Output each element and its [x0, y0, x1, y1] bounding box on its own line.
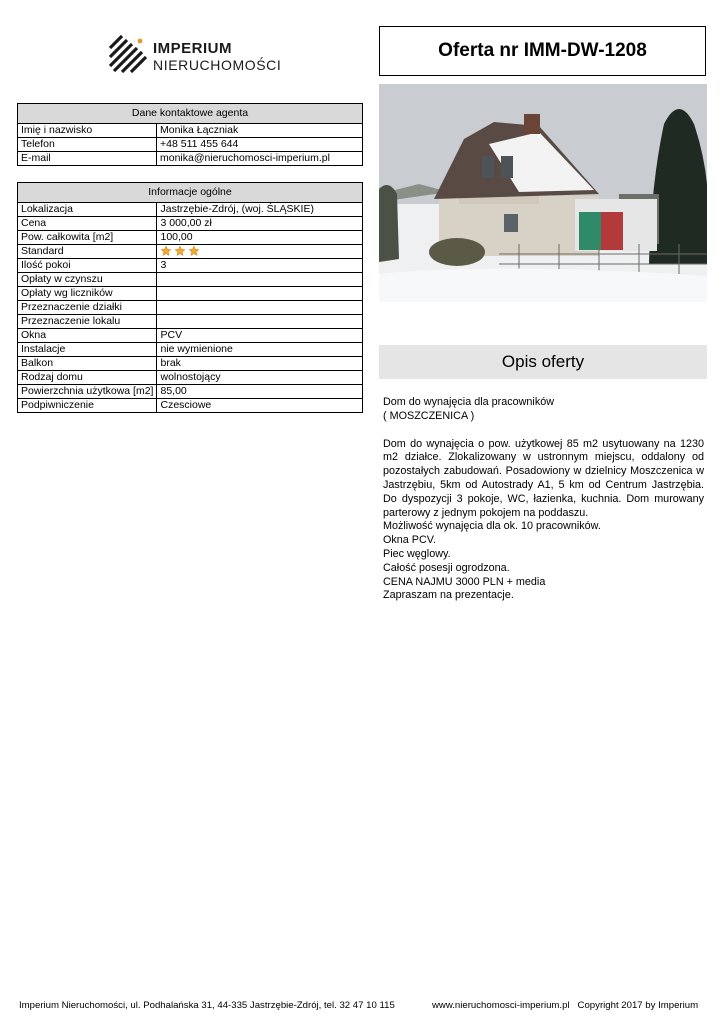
row-label: Przeznaczenie działki	[18, 301, 157, 315]
description-line: Piec węglowy.	[383, 547, 451, 560]
row-label: Rodzaj domu	[18, 371, 157, 385]
row-label: Ilość pokoi	[18, 259, 157, 273]
table-row	[18, 399, 363, 413]
property-photo	[379, 84, 707, 302]
row-label: Podpiwniczenie	[18, 399, 157, 413]
description-line: Zapraszam na prezentacje.	[383, 589, 514, 602]
table-row	[18, 301, 363, 315]
description-line: Całość posesji ogrodzona.	[383, 561, 510, 574]
row-label: Okna	[18, 329, 157, 343]
row-label: Balkon	[18, 357, 157, 371]
table-row	[18, 124, 363, 138]
table-row	[18, 217, 363, 231]
description-line: Okna PCV.	[383, 534, 437, 547]
description-paragraph: Dom do wynajęcia o pow. użytkowej 85 m2 usytuowany na 1230 m2 działce. Zlokalizowany w ustronnym miejscu, oddalony od pozostałych zabudowań. Posadowiony w dzielnicy Moszczenica w Jastrzębiu, 5km od Autostrady A1, 5 km od Centrum Jastrzębia. Do dyspozycji 3 pokoje, WC, łazienka, kuchnia. Dom murowany parterowy z jednym pokojem na poddaszu.	[383, 437, 704, 519]
description-title: Dom do wynajęcia dla pracowników	[383, 396, 555, 408]
table-row	[18, 138, 363, 152]
logo-mark-icon	[108, 30, 148, 74]
row-value	[157, 301, 363, 315]
table-row	[18, 203, 363, 217]
row-value: 85,00	[157, 385, 363, 399]
table-row	[18, 343, 363, 357]
contact-table-header: Dane kontaktowe agenta	[18, 104, 363, 124]
footer-website: www.nieruchomosci-imperium.pl Copyright 2017 by Imperium	[432, 1000, 699, 1011]
row-label: Lokalizacja	[18, 203, 157, 217]
row-label: Cena	[18, 217, 157, 231]
logo-line-2: NIERUCHOMOŚCI	[153, 57, 282, 73]
row-label: Opłaty w czynszu	[18, 273, 157, 287]
table-row	[18, 273, 363, 287]
table-row	[18, 315, 363, 329]
star-rating	[160, 245, 202, 258]
standard-rating	[157, 245, 363, 259]
description-body	[383, 396, 704, 603]
row-value: +48 511 455 644	[157, 138, 363, 152]
description-header: Opis oferty	[379, 345, 707, 379]
table-row	[18, 152, 363, 166]
row-value	[157, 273, 363, 287]
row-label: Opłaty wg liczników	[18, 287, 157, 301]
logo-line-1: IMPERIUM	[153, 40, 232, 57]
row-value: wolnostojący	[157, 371, 363, 385]
contact-table	[17, 103, 363, 166]
star-icon	[188, 245, 200, 257]
row-value: 3	[157, 259, 363, 273]
table-row	[18, 329, 363, 343]
table-row	[18, 245, 363, 259]
row-value	[157, 287, 363, 301]
table-row	[18, 385, 363, 399]
general-info-table	[17, 182, 363, 413]
row-label: Przeznaczenie lokalu	[18, 315, 157, 329]
table-row	[18, 371, 363, 385]
table-row	[18, 357, 363, 371]
row-value: brak	[157, 357, 363, 371]
row-label: Standard	[18, 245, 157, 259]
row-label: E-mail	[18, 152, 157, 166]
row-label: Instalacje	[18, 343, 157, 357]
row-label: Imię i nazwisko	[18, 124, 157, 138]
row-value: monika@nieruchomosci-imperium.pl	[157, 152, 363, 166]
row-value: Jastrzębie-Zdrój, (woj. ŚLĄSKIE)	[157, 203, 363, 217]
description-subtitle: ( MOSZCZENICA )	[383, 409, 475, 422]
offer-title: Oferta nr IMM-DW-1208	[379, 26, 706, 76]
row-value: nie wymienione	[157, 343, 363, 357]
description-line: CENA NAJMU 3000 PLN + media	[383, 575, 546, 588]
row-value: 100,00	[157, 231, 363, 245]
general-table-header: Informacje ogólne	[18, 183, 363, 203]
table-row	[18, 287, 363, 301]
row-label: Telefon	[18, 138, 157, 152]
table-row	[18, 259, 363, 273]
footer-address: Imperium Nieruchomości, ul. Podhalańska 31, 44-335 Jastrzębie-Zdrój, tel. 32 47 10 115	[19, 1000, 395, 1011]
row-value	[157, 315, 363, 329]
row-value: PCV	[157, 329, 363, 343]
row-value: Monika Łączniak	[157, 124, 363, 138]
star-icon	[174, 245, 186, 257]
row-label: Powierzchnia użytkowa [m2]	[18, 385, 157, 399]
row-label: Pow. całkowita [m2]	[18, 231, 157, 245]
table-row	[18, 231, 363, 245]
star-icon	[160, 245, 172, 257]
row-value: 3 000,00 zł	[157, 217, 363, 231]
row-value: Czesciowe	[157, 399, 363, 413]
description-line: Możliwość wynajęcia dla ok. 10 pracowników.	[383, 520, 601, 533]
company-logo	[108, 30, 288, 78]
